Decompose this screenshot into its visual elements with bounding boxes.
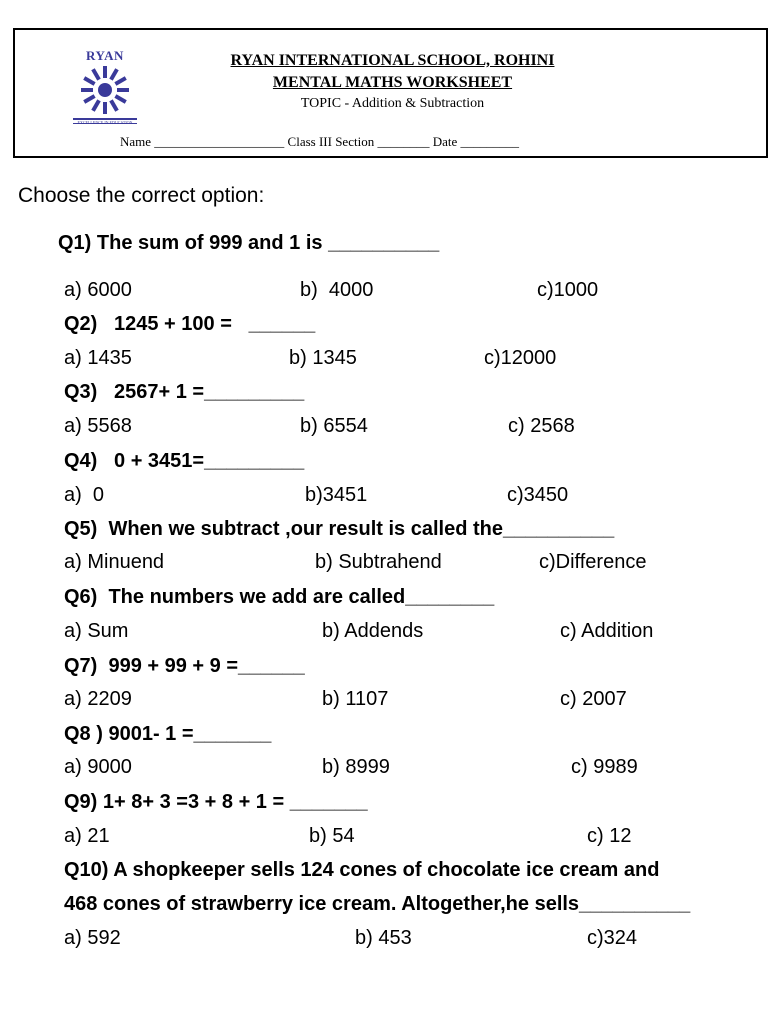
- q9-option-c: c) 12: [587, 825, 632, 847]
- topic-line: TOPIC - Addition & Subtraction: [300, 96, 485, 111]
- q8-option-b: b) 8999: [322, 756, 390, 778]
- question-3: Q3) 2567+ 1 =_________: [64, 381, 305, 403]
- student-info-line: Name ____________________ Class III Section ________ Date _________: [120, 134, 519, 149]
- q3-option-b: b) 6554: [300, 415, 368, 437]
- q5-option-b: b) Subtrahend: [315, 551, 442, 573]
- q7-option-a: a) 2209: [64, 688, 132, 710]
- q10-option-c: c)324: [587, 927, 638, 949]
- q3-option-a: a) 5568: [64, 415, 132, 437]
- q6-option-c: c) Addition: [560, 620, 654, 642]
- question-10: [64, 853, 760, 921]
- logo-text: RYAN: [86, 48, 124, 63]
- logo-subtitle: EXCELLENCE IN EDUCATION: [77, 120, 133, 125]
- q8-option-a: a) 9000: [64, 756, 132, 778]
- question-6: Q6) The numbers we add are called________: [64, 586, 495, 608]
- q4-option-b: b)3451: [305, 484, 368, 506]
- q1-option-b: b) 4000: [300, 279, 374, 301]
- q1-option-a: a) 6000: [64, 279, 132, 301]
- q9-option-a: a) 21: [64, 825, 110, 847]
- question-10-line-1: Q10) A shopkeeper sells 124 cones of chocolate ice cream and: [64, 859, 660, 881]
- q2-option-c: c)12000: [484, 347, 557, 369]
- question-2: Q2) 1245 + 100 = ______: [64, 313, 316, 335]
- q8-option-c: c) 9989: [571, 756, 638, 778]
- q9-option-b: b) 54: [309, 825, 355, 847]
- question-10-line-2: 468 cones of strawberry ice cream. Altogether,he sells__________: [64, 893, 691, 915]
- question-9: Q9) 1+ 8+ 3 =3 + 8 + 1 = _______: [64, 791, 368, 813]
- q6-option-a: a) Sum: [64, 620, 129, 642]
- q4-option-c: c)3450: [507, 484, 569, 506]
- q7-option-b: b) 1107: [322, 688, 389, 710]
- q2-option-b: b) 1345: [289, 347, 357, 369]
- instruction-text: Choose the correct option:: [18, 184, 265, 207]
- q5-option-a: a) Minuend: [64, 551, 165, 573]
- q6-option-b: b) Addends: [322, 620, 424, 642]
- question-5: Q5) When we subtract ,our result is called the__________: [64, 518, 615, 540]
- q5-option-c: c)Difference: [539, 551, 647, 573]
- q10-option-b: b) 453: [355, 927, 412, 949]
- header-box: [13, 28, 768, 158]
- question-7: Q7) 999 + 99 + 9 =______: [64, 655, 305, 677]
- q10-option-a: a) 592: [64, 927, 121, 949]
- worksheet-title: MENTAL MATHS WORKSHEET: [272, 74, 513, 91]
- q2-option-a: a) 1435: [64, 347, 132, 369]
- q1-option-c: c)1000: [537, 279, 599, 301]
- question-1: Q1) The sum of 999 and 1 is __________: [58, 232, 440, 254]
- q7-option-c: c) 2007: [560, 688, 627, 710]
- q3-option-c: c) 2568: [508, 415, 575, 437]
- question-8: Q8 ) 9001- 1 =_______: [64, 723, 272, 745]
- question-4: Q4) 0 + 3451=_________: [64, 450, 305, 472]
- q4-option-a: a) 0: [64, 484, 105, 506]
- school-name: RYAN INTERNATIONAL SCHOOL, ROHINI: [230, 52, 555, 69]
